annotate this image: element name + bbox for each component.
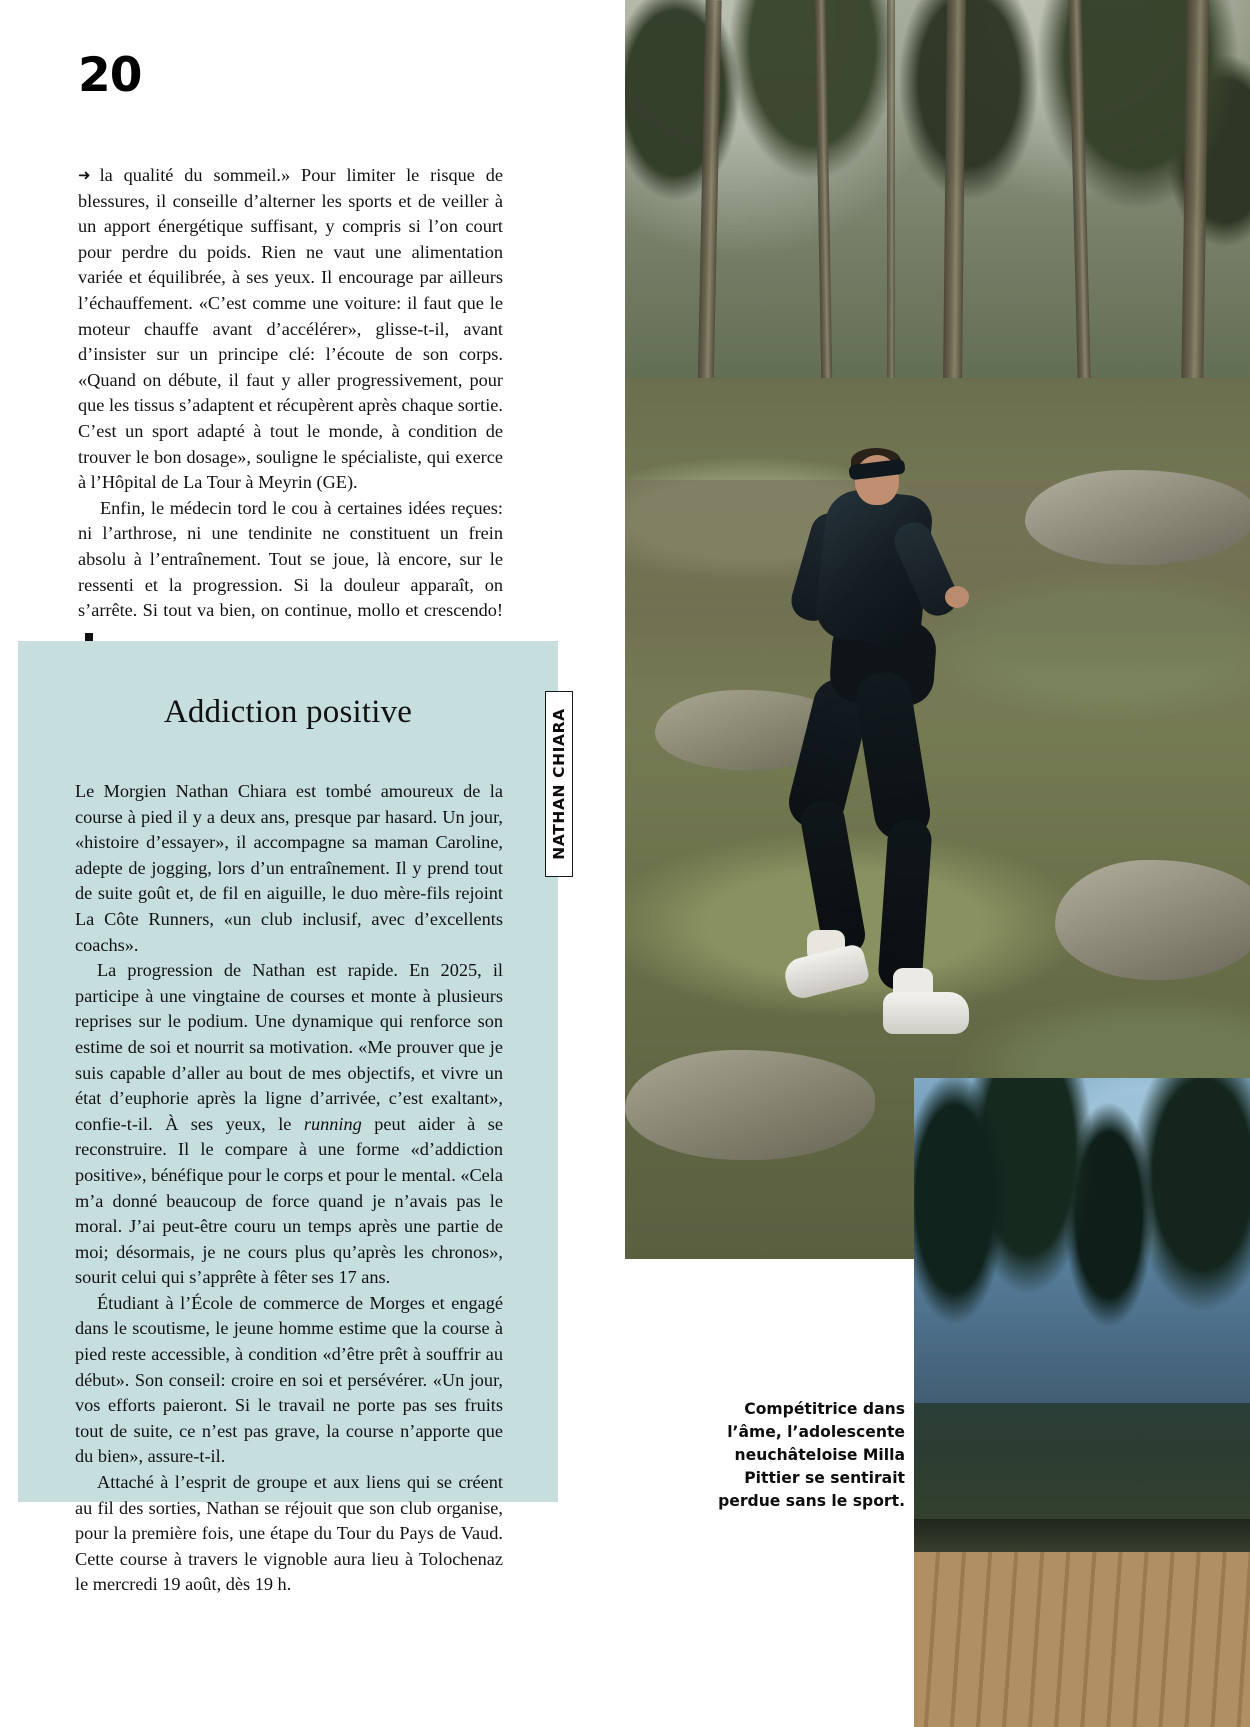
sidebar-text-column — [75, 779, 503, 1598]
article-text-column — [78, 163, 503, 649]
photo-deck-shadow — [914, 1519, 1250, 1551]
sidebar-panel — [18, 641, 558, 1595]
sidebar-paragraph: Le Morgien Nathan Chiara est tombé amoureux de la course à pied il y a deux ans, presque par hasard. Un jour, «histoire d’essayer», il accompagne sa maman Caroline, adepte de jogging, lors d’un entraînement. Il y prend tout de suite goût et, de fil en aiguille, le duo mère-fils rejoint La Côte Runners, «un club inclusif, avec d’excellents coachs». — [75, 781, 503, 955]
runner-shoe-back — [781, 943, 870, 1002]
sidebar-paragraph: Attaché à l’esprit de groupe et aux liens qui se créent au fil des sorties, Nathan se réjouit que son club organise, pour la première fois, une étape du Tour du Pays de Vaud. Cette course à travers le vignoble aura lieu à Tolochenaz le mercredi 19 août, dès 19 h. — [75, 1472, 503, 1595]
page-number: 20 — [78, 48, 142, 103]
photo-caption: Compétitrice dans l’âme, l’adolescente neuchâteloise Milla Pittier se sentirait perdue sans le sport. — [718, 1400, 905, 1510]
sidebar-paragraph: Étudiant à l’École de commerce de Morges et engagé dans le scoutisme, le jeune homme estime que la course à pied reste accessible, à condition «d’être prêt à souffrir au début». Son conseil: croire en soi et persévérer. «Un jour, vos efforts paieront. Si le travail ne porte pas ses fruits tout de suite, ce n’est pas grave, la course n’apporte que du bien», assure-t-il. — [75, 1292, 503, 1467]
article-paragraph — [78, 496, 503, 650]
secondary-photo — [914, 1078, 1250, 1727]
photo-wooden-deck — [914, 1552, 1250, 1727]
runner-figure — [625, 0, 1250, 1259]
runner-hand — [945, 586, 969, 608]
byline-tag-label: NATHAN CHIARA — [550, 708, 568, 860]
end-of-article-marker — [85, 633, 93, 641]
article-paragraph — [78, 163, 503, 496]
jump-arrow-icon: ➜ — [78, 166, 91, 184]
sidebar-italic-word: running — [303, 1113, 362, 1134]
runner-shoe-front — [883, 992, 969, 1034]
article-paragraph-text: Enfin, le médecin tord le cou à certaines idées reçues: ni l’arthrose, ni une tendinite ne constituent un frein absolu à l’entraînement. Tout se joue, là encore, sur le ressenti et la progression. Si la douleur apparaît, on s’arrête. Si tout va bien, on continue, mollo et crescendo! — [78, 497, 503, 621]
runner-shin-front — [877, 819, 933, 992]
article-paragraph-text: la qualité du sommeil.» Pour limiter le risque de blessures, il conseille d’alterner les sports et de veiller à un apport énergétique suffisant, y compris si l’on court pour perdre du poids. Rien ne vaut une alimentation variée et équilibrée, à ses yeux. Il encourage par ailleurs l’échauffement. «C’est comme une voiture: il faut que le moteur chauffe avant d’accélérer», glisse-t-il, avant d’insister sur un principe clé: l’écoute de son corps. «Quand on débute, il faut y aller progressivement, pour que les tissus s’adaptent et récupèrent après chaque sortie. C’est un sport adapté à tout le monde, à condition de trouver le bon dosage», souligne le spécialiste, qui exerce à l’Hôpital de La Tour à Meyrin (GE). — [78, 165, 503, 493]
main-photo — [625, 0, 1250, 1259]
byline-tag — [545, 691, 573, 877]
sidebar-title: Addiction positive — [163, 694, 413, 730]
sidebar-paragraph: La progression de Nathan est rapide. En 2025, il participe à une vingtaine de courses et monte à plusieurs reprises sur le podium. Une dynamique qui renforce son estime de soi et nourrit sa motivation. «Me prouver que je suis capable d’aller au bout de mes objectifs, et vivre un état d’euphorie après la ligne d’arrivée, c’est exaltant», confie-t-il. À ses yeux, le running peut aider à se reconstruire. Il le compare à une forme «d’addiction positive», bénéfique pour le corps et pour le mental. «Cela m’a donné beaucoup de force quand je n’avais pas le moral. J’ai peut-être couru un temps après une partie de moi; désormais, je ne cours plus qu’après les chronos», sourit celui qui s’apprête à fêter ses 17 ans. — [75, 960, 503, 1288]
